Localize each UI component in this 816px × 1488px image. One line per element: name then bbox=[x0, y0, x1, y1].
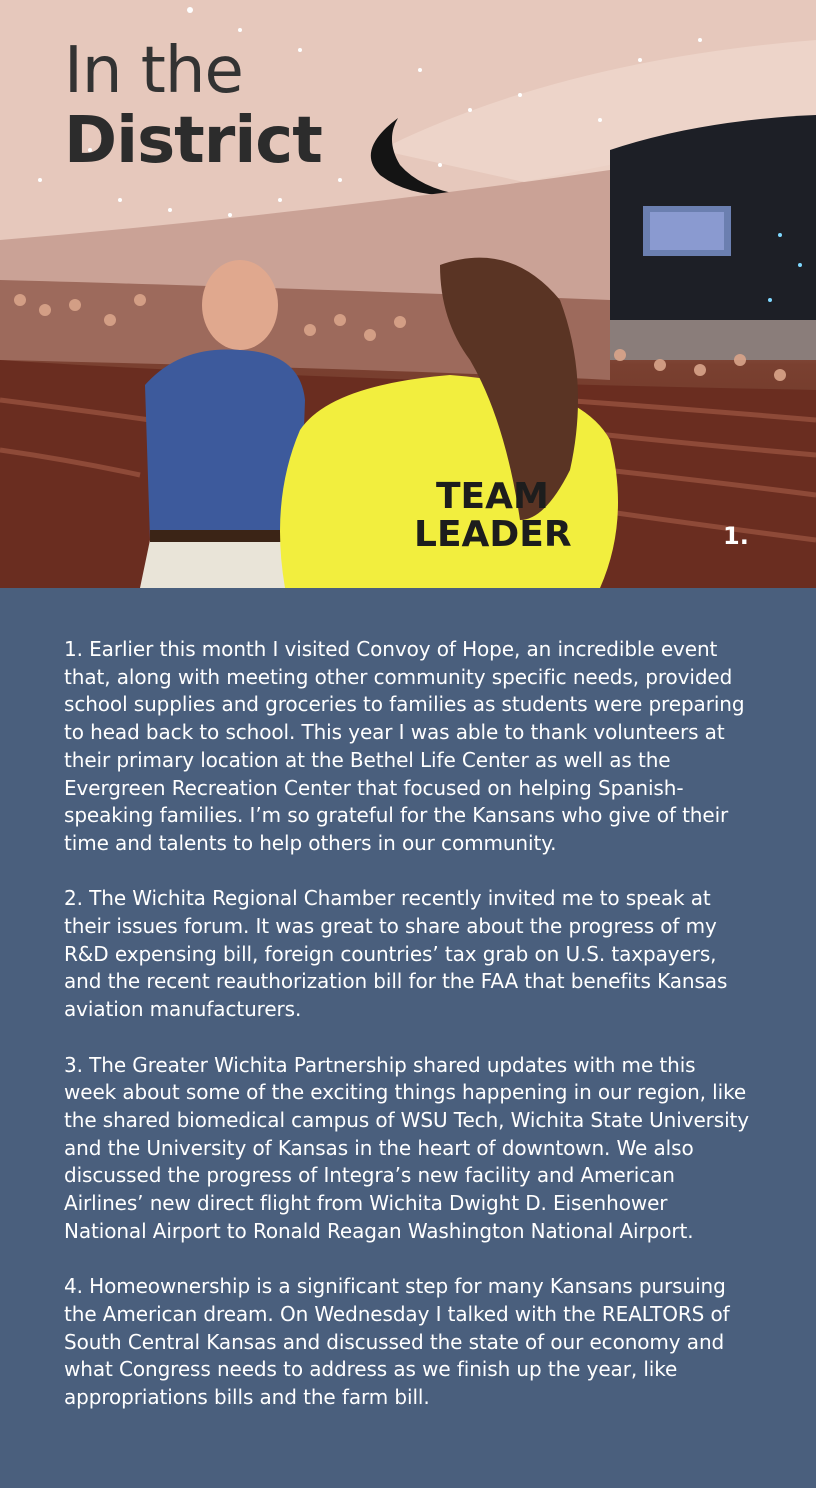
article-body bbox=[0, 588, 816, 1488]
heading-line-2: District bbox=[64, 104, 322, 178]
event-photo bbox=[0, 0, 816, 588]
heading-line-1: In the bbox=[64, 34, 243, 108]
paragraph-3: 3. The Greater Wichita Partnership shared updates with me this week about some of the exciting things happening in our region, like the shared biomedical campus of WSU Tech, Wichita State University and the University of Kansas in the heart of downtown. We also discussed the progress of Integra’s new facility and American Airlines’ new direct flight from Wichita Dwight D. Eisenhower National Airport to Ronald Reagan Washington National Airport. bbox=[64, 1052, 750, 1243]
paragraph-1: 1. Earlier this month I visited Convoy of Hope, an incredible event that, along with meeting other community specific needs, provided school supplies and groceries to families as students were preparing to head back to school. This year I was able to thank volunteers at their primary location at the Bethel Life Center as well as the Evergreen Recreation Center that focused on helping Spanish-speaking families. I’m so grateful for the Kansans who give of their time and talents to help others in our community. bbox=[64, 637, 745, 855]
photo-number-label: 1. bbox=[723, 522, 749, 550]
shirt-text-leader: LEADER bbox=[414, 514, 572, 555]
page-heading bbox=[64, 36, 322, 176]
paragraph-4: 4. Homeownership is a significant step for many Kansans pursuing the American dream. On Wednesday I talked with the REALTORS of South Central Kansas and discussed the state of our economy and what Congress needs to address as we finish up the year, like appropriations bills and the farm bill. bbox=[64, 1274, 730, 1409]
shirt-text-team: TEAM bbox=[436, 476, 549, 517]
paragraph-2: 2. The Wichita Regional Chamber recently invited me to speak at their issues forum. It was great to share about the progress of my R&D expensing bill, foreign countries’ tax grab on U.S. taxpayers, and the recent reauthorization bill for the FAA that benefits Kansas aviation manufacturers. bbox=[64, 886, 728, 1022]
